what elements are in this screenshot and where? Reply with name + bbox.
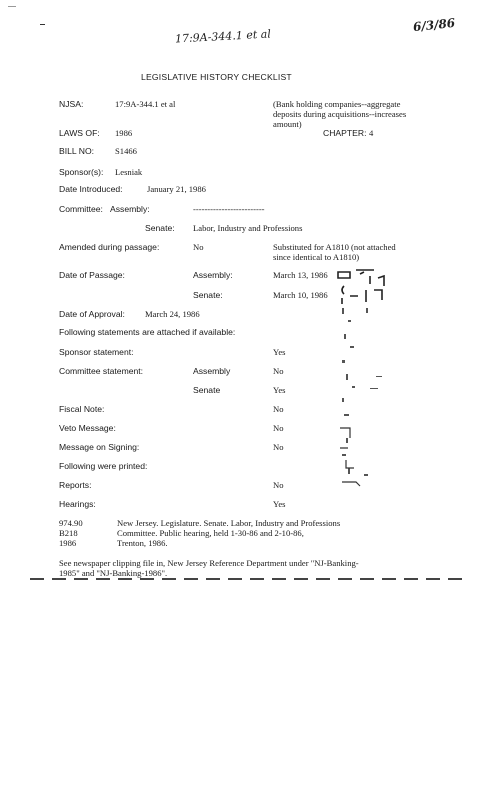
scan-mark-tick (40, 24, 45, 25)
passage-assembly-label: Assembly: (193, 270, 233, 280)
committee-label: Committee: (59, 204, 103, 214)
substituted-line1: Substituted for A1810 (not attached (273, 242, 396, 252)
chapter-value: 4 (369, 128, 374, 138)
sponsor-statement-value: Yes (273, 347, 286, 357)
fiscal-note-value: No (273, 404, 284, 414)
introduced-value: January 21, 1986 (147, 184, 206, 194)
bill-value: S1466 (115, 146, 137, 156)
note-line-1: See newspaper clipping file in, New Jersey Reference Department under "NJ-Banking- (59, 558, 359, 568)
committee-senate-label: Senate: (145, 223, 175, 233)
laws-value: 1986 (115, 128, 133, 138)
laws-label: LAWS OF: (59, 128, 100, 138)
amended-label: Amended during passage: (59, 242, 160, 252)
fiscal-note-label: Fiscal Note: (59, 404, 105, 414)
hearings-label: Hearings: (59, 499, 96, 509)
njsa-description-line1: (Bank holding companies--aggregate (273, 99, 401, 109)
veto-message-label: Veto Message: (59, 423, 116, 433)
citation-code-3: 1986 (59, 538, 77, 548)
sponsor-label: Sponsor(s): (59, 167, 104, 177)
njsa-value: 17:9A-344.1 et al (115, 99, 176, 109)
citation-line-2: Committee. Public hearing, held 1-30-86 and 2-10-86, (117, 528, 304, 538)
reports-value: No (273, 480, 284, 490)
introduced-label: Date Introduced: (59, 184, 123, 194)
attached-heading: Following statements are attached if available: (59, 327, 236, 337)
citation-code-2: B218 (59, 528, 78, 538)
sponsor-value: Lesniak (115, 167, 143, 177)
bill-label: BILL NO: (59, 146, 95, 156)
handwritten-reference: 17:9A-344.1 et al (174, 27, 272, 46)
committee-statement-label: Committee statement: (59, 366, 144, 376)
printed-heading: Following were printed: (59, 461, 148, 471)
signing-message-value: No (273, 442, 284, 452)
veto-message-value: No (273, 423, 284, 433)
passage-senate-label: Senate: (193, 290, 223, 300)
citation-code-1: 974.90 (59, 518, 83, 528)
committee-statement-senate-label: Senate (193, 385, 221, 395)
committee-statement-assembly-value: No (273, 366, 284, 376)
citation-line-3: Trenton, 1986. (117, 538, 168, 548)
amended-value: No (193, 242, 204, 252)
passage-senate-value: March 10, 1986 (273, 290, 328, 300)
library-stamp-graphic (336, 268, 394, 498)
note-line-2: 1985" and "NJ-Banking-1986". (59, 568, 168, 578)
chapter-label: CHAPTER: (323, 128, 367, 138)
dashed-divider (30, 578, 470, 580)
scan-mark-corner (8, 6, 16, 7)
reports-label: Reports: (59, 480, 92, 490)
substituted-line2: since identical to A1810) (273, 252, 360, 262)
hearings-value: Yes (273, 499, 286, 509)
committee-senate-value: Labor, Industry and Professions (193, 223, 303, 233)
committee-statement-assembly-label: Assembly (193, 366, 231, 376)
njsa-description-line3: amount) (273, 119, 302, 129)
page-title: LEGISLATIVE HISTORY CHECKLIST (141, 72, 292, 82)
handwritten-date: 6/3/86 (412, 15, 456, 35)
committee-assembly-label: Assembly: (110, 204, 150, 214)
sponsor-statement-label: Sponsor statement: (59, 347, 134, 357)
signing-message-label: Message on Signing: (59, 442, 140, 452)
approval-value: March 24, 1986 (145, 309, 200, 319)
citation-line-1: New Jersey. Legislature. Senate. Labor, Industry and Professions (117, 518, 341, 528)
committee-statement-senate-value: Yes (273, 385, 286, 395)
committee-assembly-value: ------------------------- (193, 204, 265, 214)
approval-label: Date of Approval: (59, 309, 125, 319)
passage-label: Date of Passage: (59, 270, 125, 280)
passage-assembly-value: March 13, 1986 (273, 270, 328, 280)
njsa-description-line2: deposits during acquisitions--increases (273, 109, 407, 119)
njsa-label: NJSA: (59, 99, 84, 109)
